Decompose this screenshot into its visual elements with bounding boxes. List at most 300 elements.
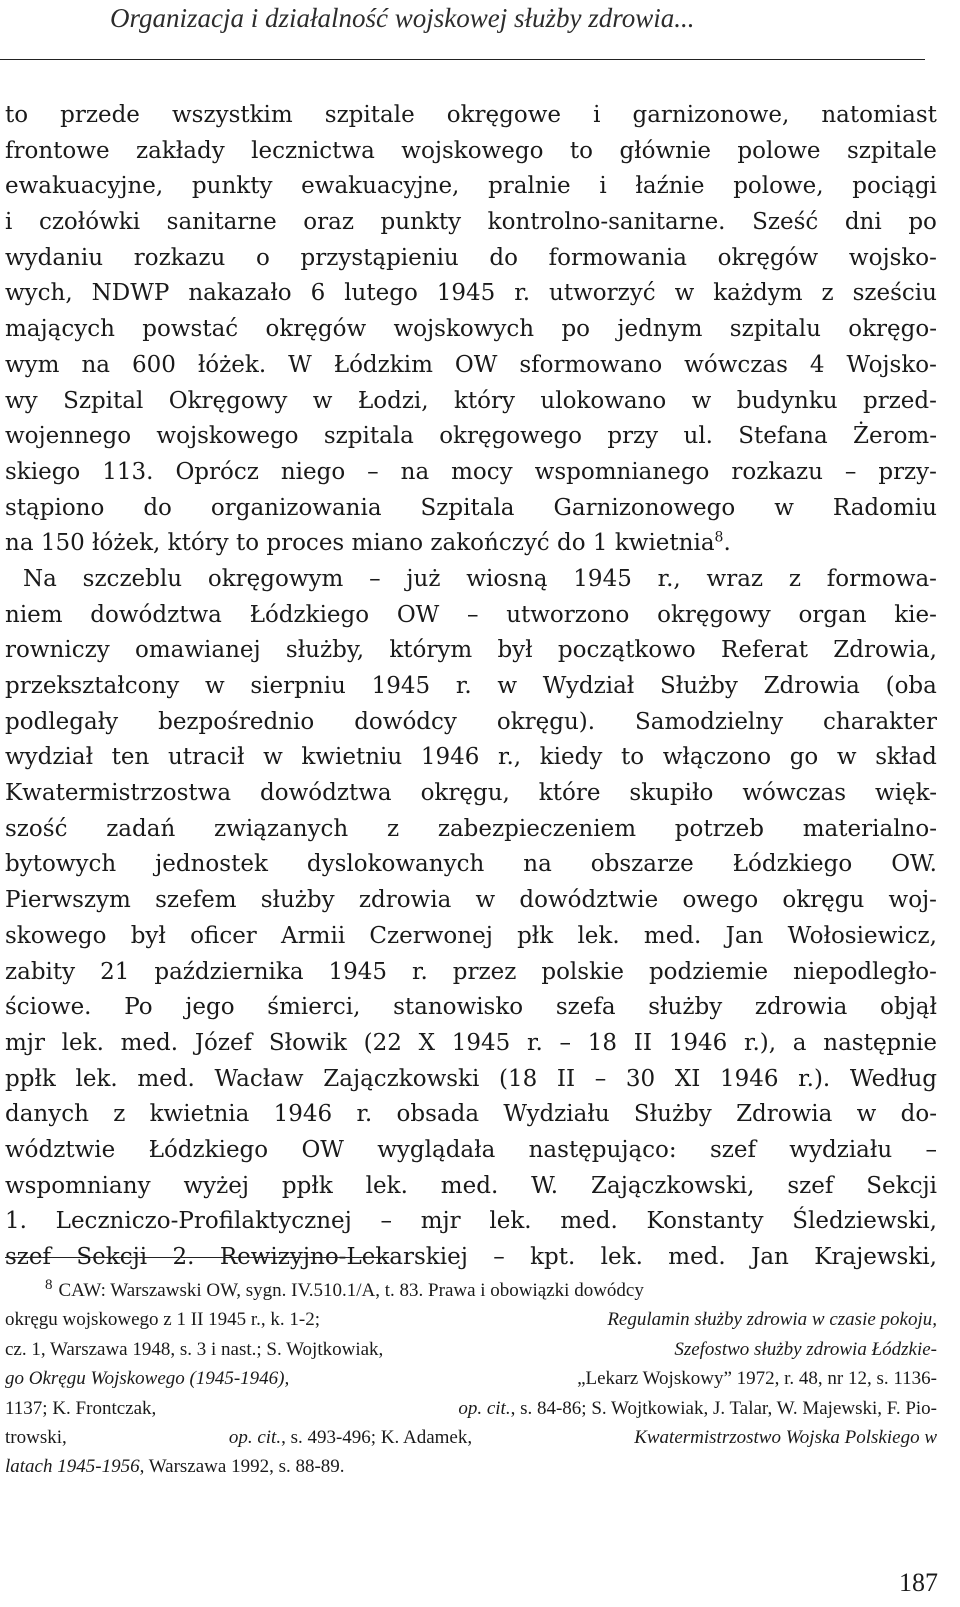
body-line xyxy=(5,1097,937,1133)
word: wy xyxy=(5,387,38,414)
page-number: 187 xyxy=(899,1568,938,1597)
word: Oprócz xyxy=(175,458,259,485)
word: wojsko- xyxy=(848,244,937,271)
word: Zajączkowski xyxy=(323,1065,480,1092)
word: dyslokowanych xyxy=(306,851,485,878)
word: wydział xyxy=(5,744,94,771)
word: związanych xyxy=(214,815,349,842)
word: r., xyxy=(498,744,522,771)
body-text xyxy=(5,98,937,1276)
word: stąpiono xyxy=(5,494,105,521)
footnote-title: Szefostwo służby zdrowia Łódzkie- xyxy=(674,1338,937,1360)
word: zabity xyxy=(5,958,76,985)
word: lek. xyxy=(600,1244,643,1270)
word: r. xyxy=(527,1029,543,1056)
word: o xyxy=(255,244,270,271)
footnote-title: Regulamin służby zdrowia w czasie pokoju, xyxy=(607,1309,937,1331)
word: jego xyxy=(185,994,235,1021)
body-line xyxy=(5,669,937,705)
word: każdym xyxy=(713,280,803,307)
word: początkowo xyxy=(557,637,696,664)
word: Łódzkim xyxy=(333,351,433,378)
footnote-title: latach 1945-1956 xyxy=(5,1456,140,1478)
footnote-text: , Warszawa 1992, s. 88-89. xyxy=(139,1456,345,1478)
footnote-divider xyxy=(5,1257,389,1258)
word: 600 xyxy=(131,351,176,378)
body-line xyxy=(5,633,937,669)
word: Po xyxy=(124,994,153,1021)
word: października xyxy=(154,958,304,985)
word: OW. xyxy=(891,851,937,878)
word: z xyxy=(386,815,400,842)
word: r. xyxy=(412,958,428,985)
word: bytowych xyxy=(5,851,117,878)
word: oficer xyxy=(190,922,257,949)
word: z xyxy=(788,565,801,592)
word: do xyxy=(489,244,518,271)
footnote-text: , s. 493-496; K. Adamek, xyxy=(281,1426,473,1448)
word: łaźnie xyxy=(635,173,705,200)
word: 1945 xyxy=(573,565,632,592)
word: dowódcy xyxy=(354,708,457,735)
word: mjr xyxy=(420,1208,461,1235)
word: głównie xyxy=(619,137,711,164)
word: przed- xyxy=(862,387,937,414)
word: ewakuacyjne, xyxy=(5,173,164,200)
word: 1945 xyxy=(328,958,388,985)
word: Na xyxy=(23,565,57,592)
word: 1946 xyxy=(719,1065,779,1092)
word: następująco: xyxy=(528,1136,677,1163)
word: danych xyxy=(5,1101,89,1128)
word: Żerom- xyxy=(852,423,937,450)
body-line xyxy=(5,312,937,348)
word: med. xyxy=(137,1065,195,1092)
word: Służby xyxy=(659,673,738,699)
body-line xyxy=(5,740,937,776)
word: 4 xyxy=(809,351,825,378)
body-line xyxy=(5,1062,937,1098)
word: przy- xyxy=(878,458,937,485)
word: objął xyxy=(880,994,937,1021)
footnote-text: CAW: Warszawski OW, sygn. IV.510.1/A, t. 83. Prawa i obowiązki dowódcy xyxy=(58,1280,644,1301)
word: wym xyxy=(5,351,60,378)
word: z xyxy=(821,280,834,307)
word: OW xyxy=(454,351,498,378)
word: po xyxy=(561,316,591,343)
word: OW xyxy=(301,1136,344,1163)
body-line xyxy=(5,705,937,741)
body-line xyxy=(5,419,937,455)
word: oraz xyxy=(303,209,354,236)
body-line xyxy=(5,205,937,241)
word: wówczas xyxy=(684,351,788,378)
word: potrzeb xyxy=(674,815,765,842)
word: a xyxy=(792,1029,807,1056)
word: zabezpieczeniem xyxy=(437,815,637,842)
body-line xyxy=(5,384,937,420)
word: podlegały xyxy=(5,708,119,735)
word: okręgu, xyxy=(420,780,510,807)
word: skowego xyxy=(5,922,107,949)
word: okręgów xyxy=(265,316,367,343)
word: pociągi xyxy=(852,173,937,200)
word: szpitale xyxy=(846,137,937,164)
word: do- xyxy=(900,1101,937,1128)
word: Wołosiewicz, xyxy=(787,922,937,949)
word: szef xyxy=(5,1244,52,1270)
word: skiego xyxy=(5,458,81,485)
word: dowództwa xyxy=(260,780,392,807)
word: (22 xyxy=(363,1029,402,1056)
word: Jan xyxy=(751,1244,789,1270)
word: NDWP xyxy=(91,280,170,307)
footnote xyxy=(5,1276,937,1482)
footnote-reference[interactable]: 8 xyxy=(714,529,724,546)
word: mających xyxy=(5,316,115,343)
word: niego xyxy=(280,458,346,485)
word: XI xyxy=(674,1065,701,1092)
body-line xyxy=(5,455,937,491)
word: X xyxy=(418,1029,436,1056)
word: rowniczy xyxy=(5,637,110,664)
word: Radomiu xyxy=(832,494,937,521)
footnote-text: 1137; K. Frontczak, xyxy=(5,1397,157,1419)
word: dowództwa xyxy=(90,601,222,628)
word: Wydział xyxy=(542,673,635,699)
word: – xyxy=(493,1244,505,1270)
word: niepodległo- xyxy=(793,958,937,985)
word: to xyxy=(569,137,593,164)
word: r.), xyxy=(743,1029,777,1056)
word: w xyxy=(774,494,794,521)
word: sześciu xyxy=(852,280,937,307)
word: Konstanty xyxy=(646,1208,764,1235)
body-line xyxy=(5,134,937,170)
word: szefem xyxy=(155,887,237,914)
body-line: na 150 łóżek, który to proces miano zakończyć do 1 kwietnia $^8$. xyxy=(5,526,937,562)
word: Szpitala xyxy=(420,494,515,521)
body-line xyxy=(5,990,937,1026)
word: Pierwszym xyxy=(5,887,131,914)
word: lek. xyxy=(489,1208,532,1235)
word: ulokowano xyxy=(540,387,667,414)
body-line xyxy=(5,776,937,812)
word: Armii xyxy=(281,922,346,949)
footnote-title: Kwatermistrzostwo Wojska Polskiego w xyxy=(634,1426,937,1448)
word: materialno- xyxy=(802,815,937,842)
word: med. xyxy=(120,1029,179,1056)
word: organ xyxy=(798,601,867,628)
word: Garnizonowego xyxy=(553,494,736,521)
word: wszystkim xyxy=(171,102,293,128)
word: r. xyxy=(514,280,531,307)
word: jednym xyxy=(617,316,703,343)
word: Kwatermistrzostwa xyxy=(5,780,232,807)
body-line xyxy=(5,241,937,277)
word: to xyxy=(5,102,29,128)
word: natomiast xyxy=(821,102,937,128)
word: Sekcji xyxy=(866,1172,937,1199)
word: formowa- xyxy=(826,565,937,592)
footnote-line xyxy=(5,1335,937,1364)
word: w xyxy=(204,673,225,699)
body-line xyxy=(5,169,937,205)
word: med. xyxy=(560,1208,618,1235)
word: – xyxy=(369,565,381,592)
word: ewakuacyjne, xyxy=(301,173,460,200)
word: med. xyxy=(643,922,702,949)
word: kpt. xyxy=(530,1244,576,1270)
word: szpitale xyxy=(324,102,415,128)
footnote-op-cit: op. cit. xyxy=(228,1426,282,1448)
word: niem xyxy=(5,601,63,628)
word: woj- xyxy=(888,887,937,914)
footnote-text: cz. 1, Warszawa 1948, s. 3 i nast.; S. Wojtkowiak, xyxy=(5,1338,384,1360)
body-line xyxy=(5,276,937,312)
word: okręgowe xyxy=(446,102,562,128)
running-head-title: Organizacja i działalność wojskowej służby zdrowia... xyxy=(110,3,695,33)
footnote-line xyxy=(5,1423,937,1452)
word: II xyxy=(556,1065,576,1092)
footnote-text: „Lekarz Wojskowy” 1972, r. 48, nr 12, s. 1136- xyxy=(577,1368,937,1390)
word: 30 xyxy=(625,1065,656,1092)
word: służby xyxy=(260,887,335,914)
word: okręgo- xyxy=(848,316,937,343)
body-line xyxy=(5,847,937,883)
word: zdrowia xyxy=(358,887,452,914)
word: wydaniu xyxy=(5,244,104,271)
word: Łódzkiego xyxy=(249,601,370,628)
word: Łódzkiego xyxy=(148,1136,269,1163)
word: r.). xyxy=(798,1065,831,1092)
word: 1946 xyxy=(273,1101,333,1128)
word: (18 xyxy=(499,1065,538,1092)
word: II xyxy=(633,1029,652,1056)
word: 113. xyxy=(102,458,154,485)
word: Zdrowia, xyxy=(833,637,937,664)
footnote-line xyxy=(5,1305,937,1334)
word: – xyxy=(594,1065,607,1092)
word: Krajewski, xyxy=(814,1244,937,1270)
word: punkty xyxy=(191,173,273,200)
body-line xyxy=(5,491,937,527)
footnote-text: okręgu wojskowego z 1 II 1945 r., k. 1-2; xyxy=(5,1309,321,1331)
body-line xyxy=(5,883,937,919)
word: kwietnia xyxy=(149,1101,250,1128)
word: bezpośrednio xyxy=(158,708,315,735)
word: w xyxy=(312,387,333,414)
word: wówczas xyxy=(742,780,847,807)
word: zadań xyxy=(106,815,176,842)
word: śmierci, xyxy=(267,994,361,1021)
word: Czerwonej xyxy=(369,922,493,949)
word: kwietniu xyxy=(301,744,403,771)
word: polskie xyxy=(541,958,624,985)
word: Okręgowy xyxy=(168,387,288,414)
word: w xyxy=(856,1101,877,1128)
word: sformowano xyxy=(519,351,663,378)
word: Zdrowia xyxy=(736,1101,833,1128)
word: obszarze xyxy=(590,851,694,878)
word: skład xyxy=(875,744,937,771)
word: organizowania xyxy=(210,494,382,521)
word: szefa xyxy=(555,994,616,1021)
word: z xyxy=(113,1101,126,1128)
word: do xyxy=(143,494,172,521)
body-line xyxy=(5,98,937,134)
word: r. xyxy=(356,1101,373,1128)
word: wspomniany xyxy=(5,1172,151,1199)
word: lutego xyxy=(344,280,418,307)
word: przystąpieniu xyxy=(300,244,459,271)
word: w xyxy=(836,744,857,771)
word: rozkazu xyxy=(731,458,823,485)
footnote-title: go Okręgu Wojskowego (1945-1946), xyxy=(5,1368,290,1390)
word: był xyxy=(130,922,166,949)
word: – xyxy=(367,458,379,485)
word: Zdrowia xyxy=(763,673,860,699)
word: wojskowego xyxy=(401,137,544,164)
word: 18 xyxy=(587,1029,618,1056)
word: Szpital xyxy=(63,387,144,414)
word: polowe, xyxy=(733,173,824,200)
word: Samodzielny xyxy=(635,708,784,735)
body-line-text: na 150 łóżek, który to proces miano zakończyć do 1 kwietnia xyxy=(5,530,715,557)
footnote-number: 8 xyxy=(45,1276,53,1293)
footnote-line xyxy=(5,1276,937,1305)
word: obsada xyxy=(396,1101,480,1128)
word: na xyxy=(523,851,552,878)
word: ul. xyxy=(683,423,713,450)
word: sierpniu xyxy=(250,673,346,699)
word: lek. xyxy=(61,1029,104,1056)
word: punkty xyxy=(380,209,462,236)
word: jednostek xyxy=(155,851,268,878)
footnote-line xyxy=(5,1364,937,1393)
word: zdrowia xyxy=(754,994,848,1021)
word: Stefana xyxy=(738,423,828,450)
word: w xyxy=(475,887,496,914)
word: na xyxy=(81,351,110,378)
word: dowództwie xyxy=(519,887,659,914)
word: – xyxy=(559,1029,572,1056)
word: omawianej xyxy=(134,637,261,664)
word: przede xyxy=(60,102,140,128)
word: nakazało xyxy=(188,280,292,307)
word: i xyxy=(599,173,607,200)
word: charakter xyxy=(823,708,937,735)
word: czołówki xyxy=(38,209,141,236)
body-line xyxy=(5,919,937,955)
word: wojennego xyxy=(5,423,132,450)
word: szpitalu xyxy=(729,316,821,343)
word: i xyxy=(593,102,601,128)
word: Wojsko- xyxy=(846,351,937,378)
word: Wacław xyxy=(214,1065,304,1092)
body-line xyxy=(5,562,937,598)
word: był xyxy=(497,637,533,664)
word: przekształcony xyxy=(5,673,180,699)
word: Józef xyxy=(194,1029,253,1056)
word: 1945 xyxy=(436,280,496,307)
word: wyżej xyxy=(183,1172,250,1199)
word: utracił xyxy=(167,744,245,771)
word: (oba xyxy=(885,673,937,699)
word: w xyxy=(691,387,712,414)
word: wspomnianego xyxy=(534,458,710,485)
word: – xyxy=(844,458,857,485)
word: utworzyć xyxy=(549,280,656,307)
body-line xyxy=(5,1169,937,1205)
word: płk xyxy=(517,922,554,949)
word: wyglądała xyxy=(377,1136,496,1163)
word: okręgów xyxy=(717,244,819,271)
word: Łodzi, xyxy=(357,387,429,414)
word: skupiło xyxy=(629,780,714,807)
body-line xyxy=(5,1026,937,1062)
word: szość xyxy=(5,815,68,842)
word: Według xyxy=(849,1065,937,1092)
word: kiedy xyxy=(539,744,603,771)
word: Leczniczo-Profilaktycznej xyxy=(55,1208,352,1235)
word: ten xyxy=(111,744,150,771)
footnote-line xyxy=(5,1452,937,1481)
word: zakłady xyxy=(136,137,225,164)
body-line xyxy=(5,1133,937,1169)
word: utworzono xyxy=(506,601,630,628)
word: łóżek. xyxy=(197,351,267,378)
word: – xyxy=(925,1136,937,1163)
word: W. xyxy=(531,1172,559,1199)
word: – xyxy=(380,1208,393,1235)
body-line xyxy=(5,598,937,634)
word: okręgowy xyxy=(657,601,771,628)
word: szczeblu xyxy=(82,565,183,592)
word: r., xyxy=(657,565,681,592)
word: służby, xyxy=(285,637,365,664)
footnote-line xyxy=(5,1394,937,1423)
word: ściowe. xyxy=(5,994,92,1021)
word: w xyxy=(497,673,518,699)
word: przy xyxy=(607,423,659,450)
word: służby xyxy=(648,994,723,1021)
word: lek. xyxy=(577,922,620,949)
word: med. xyxy=(440,1172,499,1199)
word: polowe xyxy=(737,137,821,164)
word: okręgowym xyxy=(207,565,344,592)
word: szpitala xyxy=(323,423,414,450)
word: stanowisko xyxy=(393,994,524,1021)
word: 2. xyxy=(172,1244,195,1270)
word: go xyxy=(789,744,819,771)
word: Łódzkiego xyxy=(732,851,853,878)
word: którym xyxy=(389,637,473,664)
word: w xyxy=(263,744,283,771)
word: już xyxy=(406,565,441,592)
word: frontowe xyxy=(5,137,110,164)
word: przez xyxy=(452,958,517,985)
word: Sześć xyxy=(752,209,819,236)
word: 1. xyxy=(5,1208,27,1235)
word: w xyxy=(674,280,695,307)
word: który xyxy=(454,387,516,414)
word: pralnie xyxy=(488,173,571,200)
body-line xyxy=(5,1204,937,1240)
word: W xyxy=(288,351,312,378)
word: Śledziewski, xyxy=(792,1208,937,1235)
word: na xyxy=(400,458,430,485)
